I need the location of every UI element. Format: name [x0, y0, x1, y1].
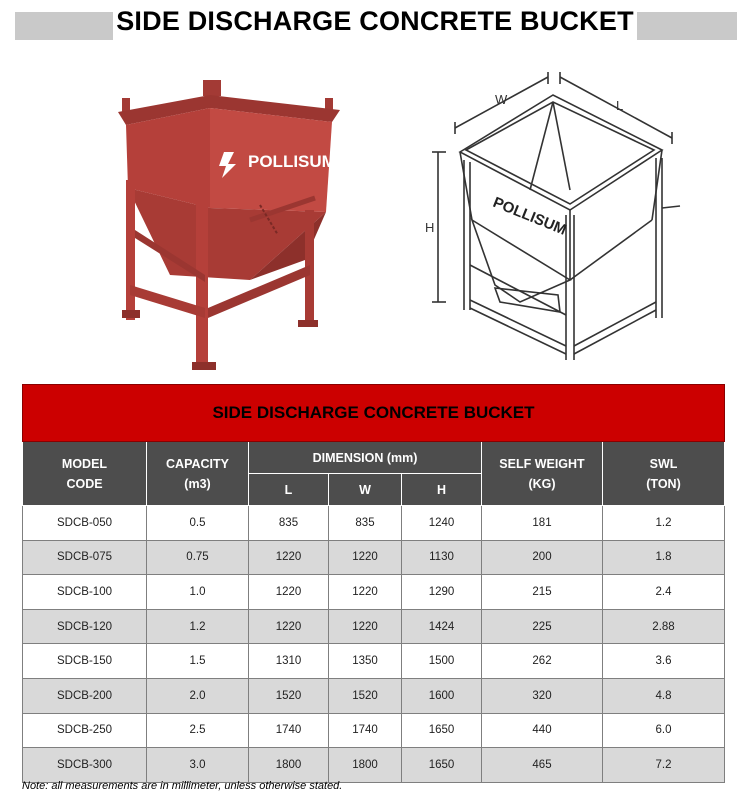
cell-model-code: SDCB-200: [23, 678, 147, 713]
table-row: [23, 748, 725, 783]
cell-capacity: 1.0: [147, 575, 249, 610]
cell-capacity: 2.5: [147, 713, 249, 748]
table-row: [23, 540, 725, 575]
footnote: Note: all measurements are in millimeter, unless otherwise stated.: [22, 780, 343, 792]
cell-dim-l: 1800: [249, 748, 329, 783]
cell-self-weight: 465: [482, 748, 603, 783]
cell-model-code: SDCB-150: [23, 644, 147, 679]
header-dimension: DIMENSION (mm): [249, 442, 482, 474]
cell-dim-h: 1290: [402, 575, 482, 610]
title-bar-right: [637, 12, 737, 40]
header-model-code: MODEL CODE: [23, 442, 147, 506]
cell-capacity: 1.2: [147, 609, 249, 644]
cell-dim-h: 1130: [402, 540, 482, 575]
cell-capacity: 0.75: [147, 540, 249, 575]
cell-dim-l: 835: [249, 506, 329, 541]
cell-dim-w: 1740: [329, 713, 402, 748]
bucket-drawing: [420, 70, 710, 380]
cell-dim-w: 1800: [329, 748, 402, 783]
table-row: [23, 575, 725, 610]
cell-swl: 1.8: [603, 540, 725, 575]
header-dim-l: L: [249, 474, 329, 506]
cell-self-weight: 225: [482, 609, 603, 644]
cell-model-code: SDCB-100: [23, 575, 147, 610]
cell-self-weight: 320: [482, 678, 603, 713]
cell-model-code: SDCB-075: [23, 540, 147, 575]
cell-self-weight: 200: [482, 540, 603, 575]
table-title: SIDE DISCHARGE CONCRETE BUCKET: [23, 385, 725, 442]
cell-swl: 7.2: [603, 748, 725, 783]
drawing-label-h: H: [425, 220, 435, 235]
cell-dim-h: 1650: [402, 748, 482, 783]
cell-swl: 2.4: [603, 575, 725, 610]
bucket-photo-frame: [118, 80, 340, 370]
table-row: [23, 713, 725, 748]
bucket-photo: [100, 70, 380, 380]
table-row: [23, 506, 725, 541]
cell-dim-w: 1220: [329, 540, 402, 575]
header-self-weight: SELF WEIGHT (KG): [482, 442, 603, 506]
cell-model-code: SDCB-300: [23, 748, 147, 783]
photo-brand-logo: POLLISUM: [248, 152, 336, 171]
cell-dim-w: 1220: [329, 609, 402, 644]
cell-capacity: 0.5: [147, 506, 249, 541]
cell-swl: 4.8: [603, 678, 725, 713]
cell-dim-w: 1220: [329, 575, 402, 610]
cell-dim-h: 1424: [402, 609, 482, 644]
cell-dim-l: 1740: [249, 713, 329, 748]
table-row: [23, 678, 725, 713]
cell-self-weight: 440: [482, 713, 603, 748]
cell-self-weight: 215: [482, 575, 603, 610]
table-row: [23, 644, 725, 679]
cell-self-weight: 262: [482, 644, 603, 679]
cell-dim-l: 1520: [249, 678, 329, 713]
cell-swl: 1.2: [603, 506, 725, 541]
cell-dim-l: 1220: [249, 609, 329, 644]
cell-dim-w: 1520: [329, 678, 402, 713]
spec-table: [22, 384, 725, 783]
drawing-brand-logo: POLLISUM: [490, 193, 569, 239]
table-row: [23, 609, 725, 644]
cell-dim-h: 1600: [402, 678, 482, 713]
cell-dim-h: 1650: [402, 713, 482, 748]
cell-capacity: 3.0: [147, 748, 249, 783]
cell-model-code: SDCB-050: [23, 506, 147, 541]
cell-dim-l: 1220: [249, 575, 329, 610]
header-capacity: CAPACITY (m3): [147, 442, 249, 506]
cell-swl: 3.6: [603, 644, 725, 679]
cell-dim-l: 1310: [249, 644, 329, 679]
header-dim-w: W: [329, 474, 402, 506]
bucket-drawing-lines: [432, 72, 680, 360]
cell-self-weight: 181: [482, 506, 603, 541]
cell-swl: 6.0: [603, 713, 725, 748]
cell-model-code: SDCB-250: [23, 713, 147, 748]
cell-capacity: 1.5: [147, 644, 249, 679]
cell-dim-h: 1500: [402, 644, 482, 679]
page-title: SIDE DISCHARGE CONCRETE BUCKET: [116, 6, 634, 36]
header-dim-h: H: [402, 474, 482, 506]
drawing-label-w: W: [495, 92, 508, 107]
title-bar-left: [15, 12, 113, 40]
cell-dim-w: 1350: [329, 644, 402, 679]
header-swl: SWL (TON): [603, 442, 725, 506]
cell-dim-h: 1240: [402, 506, 482, 541]
cell-swl: 2.88: [603, 609, 725, 644]
cell-dim-l: 1220: [249, 540, 329, 575]
cell-capacity: 2.0: [147, 678, 249, 713]
spec-table-body: [23, 506, 725, 783]
cell-model-code: SDCB-120: [23, 609, 147, 644]
cell-dim-w: 835: [329, 506, 402, 541]
drawing-label-l: L: [616, 98, 624, 113]
